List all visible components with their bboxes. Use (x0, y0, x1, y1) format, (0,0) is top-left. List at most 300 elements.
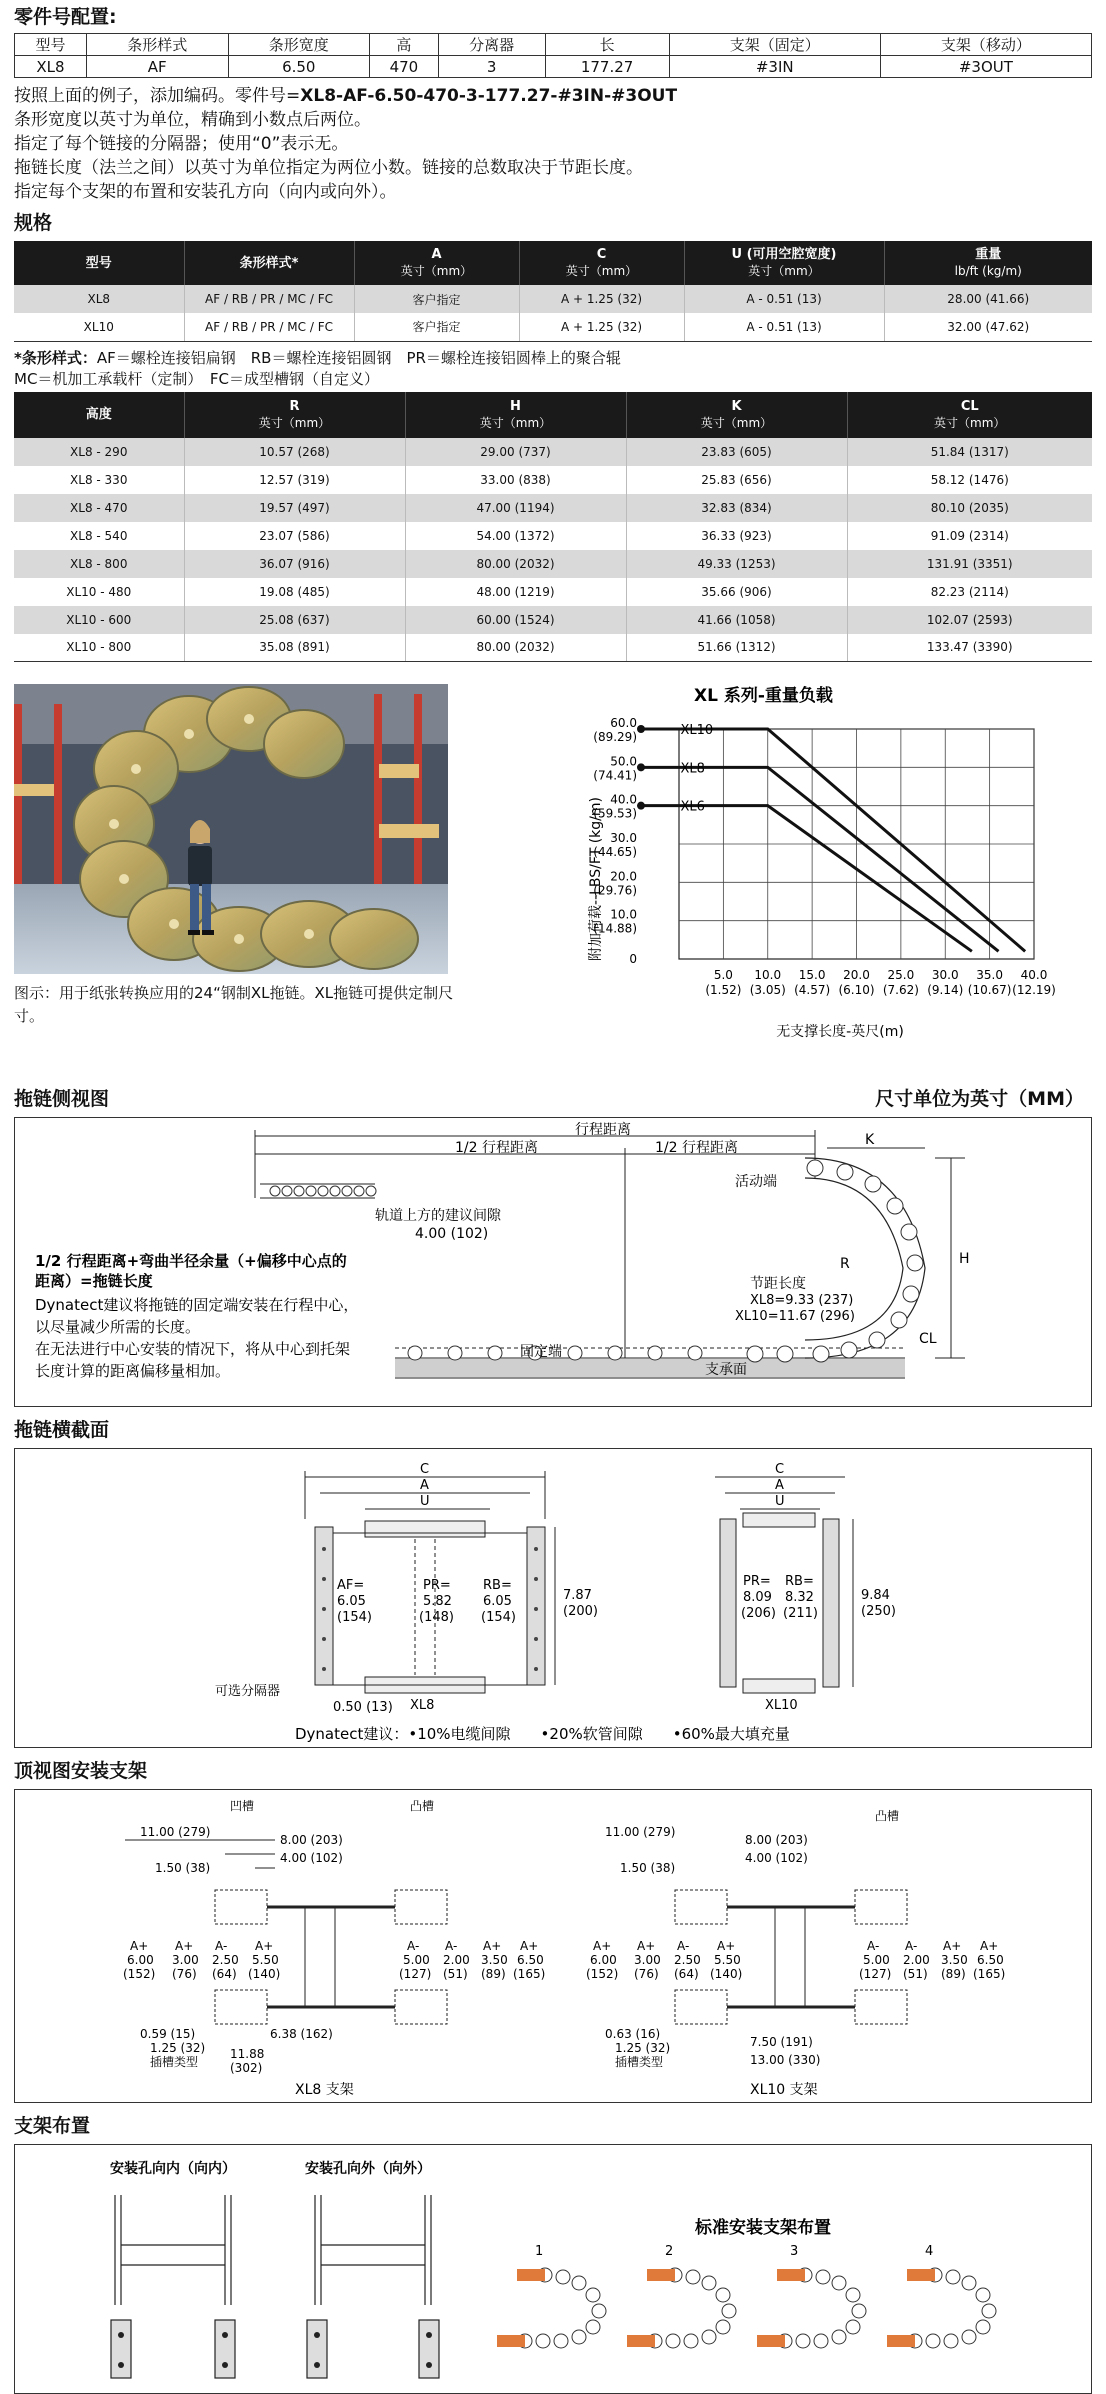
table-cell: 32.00 (47.62) (884, 313, 1092, 341)
support-label: 支承面 (705, 1362, 747, 1378)
rb10-value: 8.32 (785, 1590, 814, 1605)
config-table (14, 33, 1092, 78)
y-tick-label: 60.0 (610, 716, 637, 730)
table-cell: XL10 - 600 (14, 606, 184, 634)
chain-link (962, 2276, 976, 2290)
config-value: AF (86, 56, 228, 78)
fixed-end-label: 固定端 (520, 1344, 562, 1360)
outward-label: 安装孔向外（向外） (305, 2161, 431, 2177)
table-cell: 23.83 (605) (626, 438, 847, 466)
column-header-main: 型号 (85, 255, 112, 271)
dim-059: 0.59 (15) (140, 2027, 196, 2041)
arrange-diagram (15, 2145, 1089, 2393)
y-tick-label: 0 (629, 952, 637, 966)
series-point (637, 725, 645, 733)
column-header-main: 重量 (975, 247, 1002, 262)
rb-value: 6.05 (483, 1594, 512, 1609)
y-tick-label: 20.0 (610, 869, 637, 884)
bracket-marker (647, 2269, 675, 2281)
clearance-label: 轨道上方的建议间隙 (375, 1208, 501, 1224)
half-travel-right: 1/2 行程距离 (655, 1140, 738, 1156)
concave-label-2: 凸槽 (875, 1809, 900, 1823)
convex-label-1: 凸槽 (410, 1799, 435, 1813)
a200b-label: A- (905, 1939, 918, 1953)
a500-value: 5.00 (403, 1953, 430, 1967)
column-header-unit: 英寸（mm） (479, 415, 552, 430)
pr10-value: 8.09 (743, 1590, 772, 1605)
chain-link (976, 2288, 990, 2302)
a300-label: A+ (175, 1939, 194, 1953)
table-cell: XL8 - 800 (14, 550, 184, 578)
a550-label: A+ (255, 1939, 274, 1953)
config-value: XL8 (15, 56, 87, 78)
legend-line-1: AF＝螺栓连接铝扁钢 RB＝螺栓连接铝圆钢 PR＝螺栓连接铝圆棒上的聚合辊 (96, 348, 621, 367)
table-row (14, 522, 1092, 550)
pitch-title: 节距长度 (750, 1276, 806, 1292)
table-cell: 12.57 (319) (184, 466, 405, 494)
x-tick-label: 20.0 (843, 968, 870, 982)
y-tick-sub: (89.29) (593, 730, 637, 744)
chain-link (837, 1164, 853, 1180)
table-cell: AF / RB / PR / MC / FC (184, 313, 354, 341)
table-cell: 36.07 (916) (184, 550, 405, 578)
a300b-mm: (76) (634, 1967, 659, 1981)
inward-label: 安装孔向内（向内） (110, 2161, 236, 2177)
chain-link (330, 1186, 340, 1196)
x-tick-label: 35.0 (976, 968, 1003, 982)
table-cell: XL8 - 290 (14, 438, 184, 466)
cross-title: 拖链横截面 (14, 1419, 110, 1441)
column-header (684, 241, 884, 285)
a250-mm: (64) (212, 1967, 237, 1981)
y-tick-label: 50.0 (610, 754, 637, 769)
table-cell: 35.66 (906) (626, 578, 847, 606)
a600-value: 6.00 (127, 1953, 154, 1967)
chain-link (554, 2334, 568, 2348)
formula-line-1: 1/2 行程距离+弯曲半径余量（+偏移中心点的 (35, 1252, 347, 1270)
chain-link (366, 1186, 376, 1196)
column-header (847, 392, 1092, 438)
table-row (14, 313, 1092, 341)
x-tick-sub: (6.10) (838, 983, 875, 997)
chain-link (852, 2304, 866, 2318)
pitch-xl8: XL8=9.33 (237) (750, 1293, 854, 1308)
chain-link (686, 2270, 700, 2284)
table-cell: XL8 - 540 (70, 528, 128, 543)
config-value: #3OUT (880, 56, 1091, 78)
pr-mm: (148) (419, 1610, 454, 1625)
chain-link (814, 2334, 828, 2348)
cross-section-diagram (15, 1449, 1089, 1747)
chart-title: XL 系列-重量负载 (694, 686, 833, 706)
drag-chain-photo (14, 684, 448, 974)
chain-link (962, 2330, 976, 2344)
series-label: XL8 (680, 761, 705, 777)
y-tick-label: 40.0 (610, 792, 637, 807)
chain-link (318, 1186, 328, 1196)
table-cell: A + 1.25 (32) (519, 285, 684, 313)
dim-cl: CL (919, 1331, 937, 1347)
pitch-xl10: XL10=11.67 (296) (735, 1309, 855, 1324)
dim-4-2: 4.00 (102) (745, 1851, 808, 1865)
config-header: 条形宽度 (228, 34, 370, 56)
a200b-mm: (51) (903, 1967, 928, 1981)
dim-15-1: 1.50 (38) (155, 1861, 211, 1875)
column-header-main: 高度 (85, 407, 112, 422)
chain-link (887, 1198, 903, 1214)
bracket-marker (907, 2269, 935, 2281)
desc-line-2: 以尽量减少所需的长度。 (35, 1318, 201, 1336)
config-title: 零件号配置: (14, 6, 117, 28)
dim-k: K (865, 1132, 875, 1148)
column-header (519, 241, 684, 285)
chain-link (903, 1286, 919, 1302)
chain-link (982, 2304, 996, 2318)
chain-link (796, 2334, 810, 2348)
config-header: 支架（固定） (669, 34, 880, 56)
column-header-unit: 英寸（mm） (700, 415, 773, 430)
table-cell: A - 0.51 (13) (684, 285, 884, 313)
table-cell: AF / RB / PR / MC / FC (184, 285, 354, 313)
slot-type-1: 插槽类型 (150, 2055, 199, 2069)
a650b-value: 6.50 (977, 1953, 1004, 1967)
bar-style-legend (14, 348, 1092, 390)
xl8-height: 7.87 (563, 1588, 592, 1603)
column-header (405, 392, 626, 438)
chain-link (666, 2334, 680, 2348)
column-header-main: 条形样式* (239, 255, 299, 271)
column-header-main: C (596, 247, 607, 262)
a200-value: 2.00 (443, 1953, 470, 1967)
a350-mm: (89) (481, 1967, 506, 1981)
arrangement-3: 3 (790, 2244, 799, 2259)
dim-11-2: 11.00 (279) (605, 1825, 676, 1839)
table-cell: 48.00 (1219) (405, 578, 626, 606)
a650-value: 6.50 (517, 1953, 544, 1967)
a650-mm: (165) (513, 1967, 546, 1981)
a500-label: A- (407, 1939, 420, 1953)
cross-u: U (420, 1494, 430, 1509)
units-note: 尺寸单位为英寸（MM） (875, 1088, 1084, 1110)
chain-link (342, 1186, 352, 1196)
table-cell: 10.57 (268) (184, 438, 405, 466)
chain-link (536, 2334, 550, 2348)
a500b-value: 5.00 (863, 1953, 890, 1967)
chain-link (648, 1346, 662, 1360)
config-header: 长 (545, 34, 669, 56)
series-point (637, 802, 645, 810)
a500b-mm: (127) (859, 1967, 892, 1981)
table-cell: XL8 - 470 (14, 494, 184, 522)
clearance-value: 4.00 (102) (415, 1226, 489, 1242)
x-tick-label: 10.0 (754, 968, 782, 982)
a500b-label: A- (867, 1939, 880, 1953)
table-cell: 29.00 (737) (405, 438, 626, 466)
table-cell: 25.83 (656) (626, 466, 847, 494)
column-header (884, 241, 1092, 285)
a200-label: A- (445, 1939, 458, 1953)
chain-link (716, 2320, 730, 2334)
dim-4-1: 4.00 (102) (280, 1851, 343, 1865)
chain-link (976, 2320, 990, 2334)
table-row (14, 494, 1092, 522)
slot-type-2: 插槽类型 (615, 2055, 664, 2069)
column-header-unit: lb/ft (kg/m) (954, 264, 1022, 278)
chain-link (586, 2320, 600, 2334)
table-cell: 36.33 (923) (626, 522, 847, 550)
chain-link (813, 1346, 829, 1362)
rb-mm: (154) (481, 1610, 516, 1625)
note-line-4: 拖链长度（法兰之间）以英寸为单位指定为两位小数。链接的总数取决于节距长度。 (14, 158, 643, 178)
a650b-label: A+ (980, 1939, 999, 1953)
chain-link (841, 1342, 857, 1358)
mount-box (14, 1789, 1092, 2103)
cross-c: C (420, 1462, 430, 1477)
config-value: #3IN (669, 56, 880, 78)
chain-link (832, 2330, 846, 2344)
table-row (14, 438, 1092, 466)
x-tick-sub: (1.52) (705, 983, 742, 997)
table-cell: 80.00 (2032) (405, 634, 626, 662)
chart-ylabel: 附加荷载--LBS/FT (kg/m) (588, 797, 604, 961)
chain-link (946, 2270, 960, 2284)
photo-chart-row (14, 684, 1092, 1076)
specs-table (14, 241, 1092, 342)
table-row (14, 606, 1092, 634)
af-mm: (154) (337, 1610, 372, 1625)
dim-1188-mm: (302) (230, 2061, 263, 2075)
cross-u2: U (775, 1494, 785, 1509)
chain-link (270, 1186, 280, 1196)
column-header-unit: 英寸（mm） (258, 415, 331, 430)
table-row (14, 634, 1092, 662)
a550-mm: (140) (248, 1967, 281, 1981)
legend-line-2: MC＝机加工承载杆（定制） FC＝成型槽钢（自定义） (14, 369, 380, 388)
xl10-bracket-label: XL10 支架 (750, 2082, 818, 2098)
table-cell: XL10 (14, 313, 184, 341)
table-row (14, 578, 1092, 606)
catalog-page (0, 2, 1106, 2388)
x-tick-sub: (7.62) (882, 983, 919, 997)
dim-h: H (959, 1251, 970, 1267)
config-value: 177.27 (545, 56, 669, 78)
a600b-mm: (152) (586, 1967, 619, 1981)
travel-label: 行程距离 (575, 1122, 631, 1138)
table-cell: 33.00 (838) (405, 466, 626, 494)
desc-line-1: Dynatect建议将拖链的固定端安装在行程中心， (35, 1296, 359, 1314)
example-part-number: XL8-AF-6.50-470-3-177.27-#3IN-#3OUT (300, 86, 678, 106)
standard-arrangement-label: 标准安装支架布置 (695, 2218, 831, 2238)
dim-125: 1.25 (32) (150, 2041, 206, 2055)
column-header-main: A (431, 247, 442, 262)
rb10-label: RB= (785, 1574, 814, 1589)
table-cell: 49.33 (1253) (626, 550, 847, 578)
dynatect-recommendation: Dynatect建议：•10%电缆间隙 •20%软管间隙 •60%最大填充量 (295, 1725, 790, 1743)
a300-value: 3.00 (172, 1953, 199, 1967)
a600b-label: A+ (593, 1939, 612, 1953)
column-header-main: H (510, 398, 521, 414)
heights-table (14, 392, 1092, 663)
dim-063: 0.63 (16) (605, 2027, 661, 2041)
dim-1188: 11.88 (230, 2047, 265, 2061)
config-notes (14, 84, 1092, 204)
y-tick-sub: (14.88) (593, 921, 637, 936)
desc-line-4: 长度计算的距离偏移量相加。 (35, 1362, 231, 1380)
dim-8-1: 8.00 (203) (280, 1833, 343, 1847)
xl10-height: 9.84 (861, 1588, 890, 1603)
table-cell: 32.83 (834) (626, 494, 847, 522)
table-cell: 51.66 (1312) (626, 634, 847, 662)
a550b-mm: (140) (710, 1967, 743, 1981)
config-value: 470 (370, 56, 439, 78)
chain-link (722, 2304, 736, 2318)
a650-label: A+ (520, 1939, 539, 1953)
table-cell: 客户指定 (354, 285, 519, 313)
table-cell: 19.08 (485) (184, 578, 405, 606)
a250b-label: A- (677, 1939, 690, 1953)
side-view-box (14, 1117, 1092, 1407)
dim-638: 6.38 (162) (270, 2027, 333, 2041)
chain-link (572, 2276, 586, 2290)
x-tick-label: 5.0 (713, 968, 733, 982)
a650b-mm: (165) (973, 1967, 1006, 1981)
side-view-header (14, 1080, 1092, 1117)
chain-link (907, 1255, 923, 1271)
column-header (14, 392, 184, 438)
a250b-mm: (64) (674, 1967, 699, 1981)
x-tick-label: 15.0 (798, 968, 826, 982)
chain-link (846, 2288, 860, 2302)
af-value: 6.05 (337, 1594, 366, 1609)
dim-15-2: 1.50 (38) (620, 1861, 676, 1875)
table-cell: 80.00 (2032) (405, 550, 626, 578)
weight-load-chart (574, 684, 1094, 1044)
chain-link (586, 2288, 600, 2302)
column-header-unit: 英寸（mm） (400, 264, 473, 278)
chain-link (846, 2320, 860, 2334)
table-cell: 54.00 (1372) (405, 522, 626, 550)
chain-link (944, 2334, 958, 2348)
table-cell: A - 0.51 (13) (684, 313, 884, 341)
table-cell: XL8 (14, 285, 184, 313)
bracket-marker (517, 2269, 545, 2281)
table-cell: 19.57 (497) (184, 494, 405, 522)
chain-link (832, 2276, 846, 2290)
chain-link (702, 2276, 716, 2290)
table-cell: 131.91 (3351) (847, 550, 1092, 578)
table-cell: XL8 - 330 (70, 472, 128, 487)
photo-caption: 图示：用于纸张转换应用的24“钢制XL拖链。XL拖链可提供定制尺寸。 (14, 984, 454, 1025)
note-line-1: 按照上面的例子，添加编码。零件号= (14, 86, 301, 106)
note-line-5: 指定每个支架的布置和安装孔方向（向内或向外）。 (14, 182, 397, 202)
config-header: 型号 (15, 34, 87, 56)
config-header: 分离器 (438, 34, 545, 56)
chain-link (777, 1346, 793, 1362)
a500-mm: (127) (399, 1967, 432, 1981)
bracket-marker (627, 2335, 655, 2347)
series-label: XL10 (680, 723, 714, 738)
x-tick-sub: (12.19) (1012, 983, 1056, 997)
a300b-label: A+ (637, 1939, 656, 1953)
a550b-value: 5.50 (714, 1953, 741, 1967)
bracket-marker (777, 2269, 805, 2281)
cross-c2: C (775, 1462, 785, 1477)
pr10-mm: (206) (741, 1606, 776, 1621)
x-tick-sub: (10.67) (967, 983, 1012, 997)
table-cell: 133.47 (3390) (847, 634, 1092, 662)
a350b-value: 3.50 (941, 1953, 968, 1967)
chain-link (688, 1346, 702, 1360)
side-view-title: 拖链侧视图 (14, 1088, 110, 1110)
table-cell: 91.09 (2314) (847, 522, 1092, 550)
a350b-mm: (89) (941, 1967, 966, 1981)
formula-line-2: 距离）=拖链长度 (35, 1272, 153, 1290)
half-travel-left: 1/2 行程距离 (455, 1140, 538, 1156)
column-header-main: K (731, 398, 742, 414)
mount-title: 顶视图安装支架 (14, 1760, 148, 1782)
dim-r: R (840, 1256, 850, 1272)
config-header: 高 (370, 34, 439, 56)
a550-value: 5.50 (252, 1953, 279, 1967)
x-tick-sub: (3.05) (749, 983, 786, 997)
config-header: 条形样式 (86, 34, 228, 56)
series-label: XL6 (680, 799, 705, 815)
bracket-marker (887, 2335, 915, 2347)
config-value: 3 (438, 56, 545, 78)
chain-link (306, 1186, 316, 1196)
column-header (184, 392, 405, 438)
table-row (14, 285, 1092, 313)
a200b-value: 2.00 (903, 1953, 930, 1967)
note-line-3: 指定了每个链接的分隔器；使用“0”表示无。 (14, 134, 349, 154)
x-tick-sub: (4.57) (794, 983, 831, 997)
arrangement-1: 1 (535, 2244, 544, 2259)
xl8-bracket-label: XL8 支架 (295, 2082, 354, 2098)
concave-label-1: 凹槽 (230, 1799, 255, 1813)
arrangement-2: 2 (665, 2244, 674, 2259)
chain-link (488, 1346, 502, 1360)
x-tick-sub: (9.14) (927, 983, 964, 997)
series-point (637, 763, 645, 771)
moving-end-label: 活动端 (735, 1174, 777, 1190)
a600b-value: 6.00 (590, 1953, 617, 1967)
column-header (354, 241, 519, 285)
table-cell: XL10 - 480 (66, 584, 132, 599)
chain-link (684, 2334, 698, 2348)
table-cell: 80.10 (2035) (847, 494, 1092, 522)
config-header: 支架（移动） (880, 34, 1091, 56)
y-tick-sub: (59.53) (593, 806, 637, 821)
cross-a: A (420, 1478, 429, 1493)
chain-link (282, 1186, 292, 1196)
dim-8-2: 8.00 (203) (745, 1833, 808, 1847)
table-cell: 41.66 (1058) (626, 606, 847, 634)
column-header-unit: 英寸（mm） (565, 264, 638, 278)
table-cell: 51.84 (1317) (847, 438, 1092, 466)
xl10-height-mm: (250) (861, 1604, 896, 1619)
rb-label: RB= (483, 1578, 512, 1593)
af-label: AF= (337, 1578, 365, 1593)
chain-link (354, 1186, 364, 1196)
column-header-main: R (289, 398, 300, 414)
table-cell: 102.07 (2593) (847, 606, 1092, 634)
table-cell: 58.12 (1476) (847, 466, 1092, 494)
chain-link (702, 2330, 716, 2344)
a200-mm: (51) (443, 1967, 468, 1981)
config-value: 6.50 (228, 56, 370, 78)
a550b-label: A+ (717, 1939, 736, 1953)
x-tick-label: 30.0 (931, 968, 959, 982)
